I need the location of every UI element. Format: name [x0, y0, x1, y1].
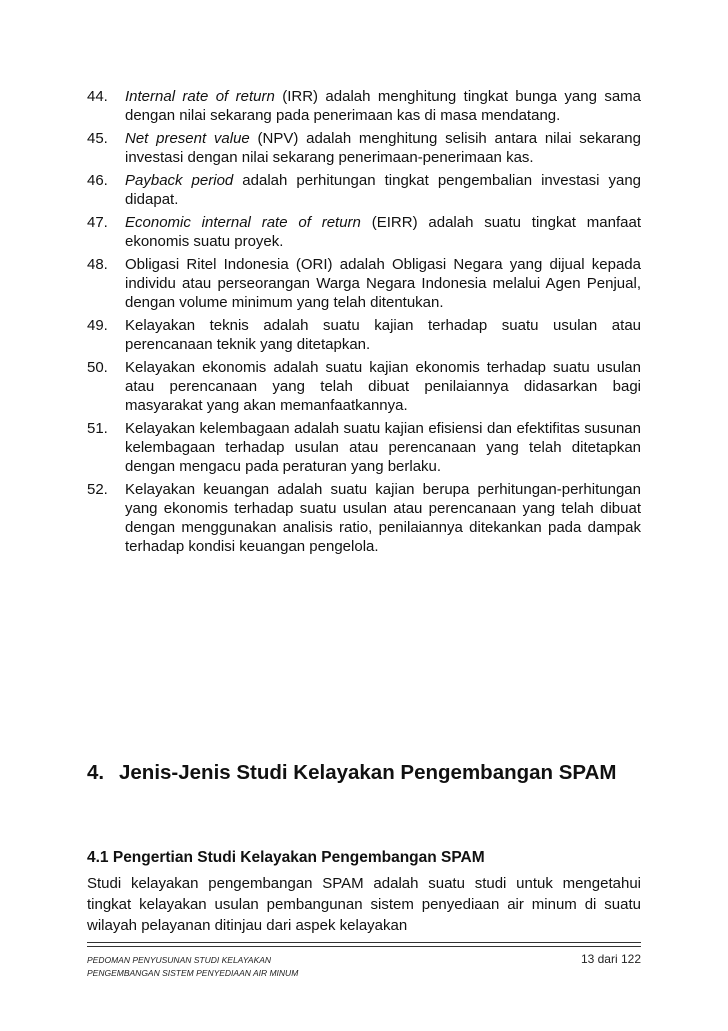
item-description: (IRR) adalah menghitung tingkat bunga yang sama dengan nilai sekarang pada penerimaan kas di masa mendatang. [125, 88, 642, 124]
item-number: 49. [87, 317, 108, 334]
definition-list [87, 87, 641, 556]
footer-rule-thick [87, 942, 641, 943]
list-item [87, 419, 641, 476]
page-number: 13 dari 122 [580, 952, 641, 966]
footer-title-line-2: PENGEMBANGAN SISTEM PENYEDIAAN AIR MINUM [87, 967, 299, 978]
item-text: Kelayakan kelembagaan adalah suatu kajian efisiensi dan efektifitas susunan kelembagaan terhadap usulan atau perencanaan yang telah ditetapkan dengan mengacu pada peraturan yang berlaku. [125, 420, 641, 475]
list-item [87, 358, 641, 415]
list-item [87, 171, 641, 209]
item-description: (NPV) adalah menghitung selisih antara nilai sekarang investasi dengan nilai sekarang penerimaan-penerimaan kas. [125, 130, 641, 166]
item-number: 52. [87, 481, 108, 498]
item-number: 48. [87, 256, 108, 273]
item-text [125, 129, 641, 167]
item-number: 51. [87, 420, 108, 437]
section-heading [87, 760, 647, 786]
item-number: 50. [87, 359, 108, 376]
definition-list-container [87, 87, 641, 560]
body-paragraph: Studi kelayakan pengembangan SPAM adalah suatu studi untuk mengetahui tingkat kelayakan usulan pembangunan sistem penyediaan air minum di suatu wilayah pelayanan ditinjau dari aspek kelayakan [87, 875, 641, 934]
subsection-heading: 4.1 Pengertian Studi Kelayakan Pengembangan SPAM [87, 849, 485, 866]
item-text [125, 213, 641, 251]
section-number: 4. [87, 761, 105, 784]
item-text [125, 87, 641, 125]
footer-document-title [87, 954, 467, 979]
item-text [125, 171, 641, 209]
item-number: 47. [87, 214, 108, 231]
item-text: Obligasi Ritel Indonesia (ORI) adalah Obligasi Negara yang dijual kepada individu atau perseorangan Warga Negara Indonesia melalui Agen Penjual, dengan volume minimum yang telah ditentukan. [125, 256, 641, 311]
list-item [87, 255, 641, 312]
list-item [87, 316, 641, 354]
list-item [87, 129, 641, 167]
item-text: Kelayakan keuangan adalah suatu kajian berupa perhitungan-perhitungan yang ekonomis terhadap suatu usulan atau perencanaan yang telah dibuat dengan menggunakan analisis ratio, penilaiannya ditekankan pada dampak terhadap kondisi keuangan pengelola. [125, 481, 641, 555]
item-number: 45. [87, 130, 108, 147]
item-text: Kelayakan ekonomis adalah suatu kajian ekonomis terhadap suatu usulan atau perencanaan yang telah dibuat penilaiannya didasarkan bagi masyarakat yang akan memanfaatkannya. [125, 359, 641, 414]
item-description: adalah perhitungan tingkat pengembalian investasi yang didapat. [125, 172, 641, 208]
section-title: Jenis-Jenis Studi Kelayakan Pengembangan SPAM [119, 761, 617, 784]
list-item [87, 213, 641, 251]
footer-title-line-1: PEDOMAN PENYUSUNAN STUDI KELAYAKAN [87, 955, 272, 965]
item-term: Payback period [125, 172, 234, 189]
item-term: Net present value [125, 130, 250, 147]
item-text: Kelayakan teknis adalah suatu kajian terhadap suatu usulan atau perencanaan teknik yang ditetapkan. [125, 317, 641, 353]
list-item [87, 87, 641, 125]
item-description: (EIRR) adalah suatu tingkat manfaat ekonomis suatu proyek. [125, 214, 641, 250]
footer-rule-thin [87, 946, 641, 947]
item-term: Internal rate of return [125, 88, 275, 105]
item-term: Economic internal rate of return [125, 214, 361, 231]
item-number: 44. [87, 88, 108, 105]
list-item [87, 480, 641, 556]
item-number: 46. [87, 172, 108, 189]
